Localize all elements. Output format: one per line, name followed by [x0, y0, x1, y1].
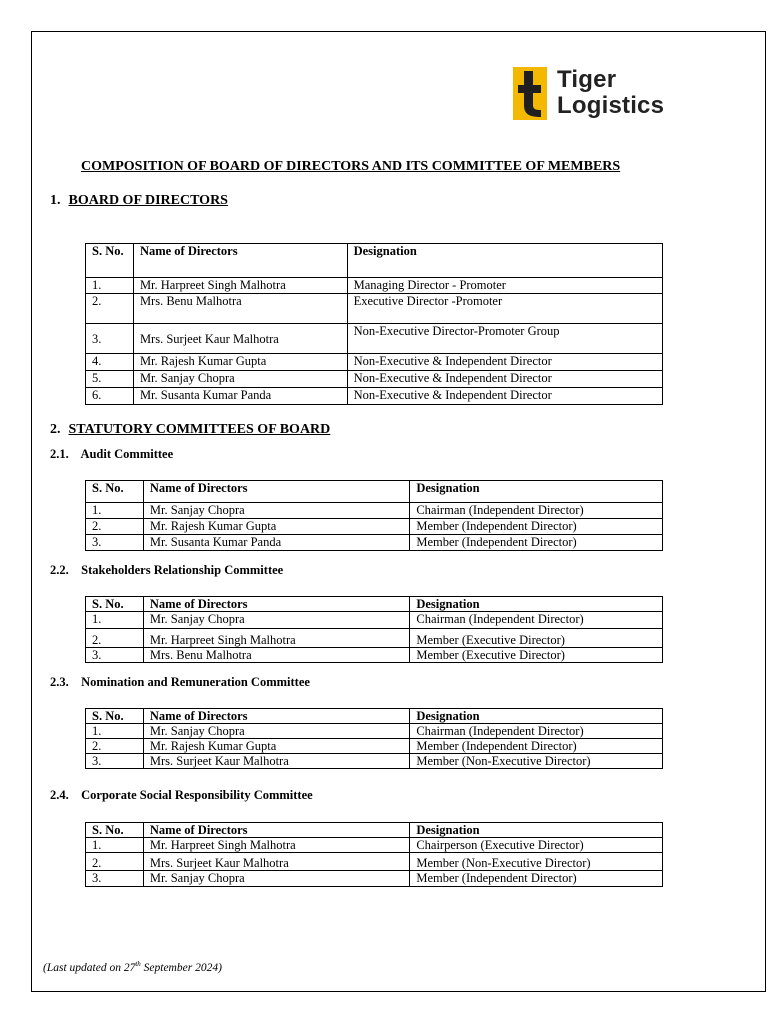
audit-committee-heading	[50, 447, 173, 462]
csr-committee-table	[85, 822, 663, 887]
cell-designation: Member (Independent Director)	[410, 535, 663, 551]
cell-name: Mrs. Benu Malhotra	[143, 648, 409, 663]
header-name: Name of Directors	[143, 481, 409, 503]
cell-designation: Member (Non-Executive Director)	[410, 853, 663, 871]
cell-name: Mr. Rajesh Kumar Gupta	[133, 354, 347, 371]
logo-line-2: Logistics	[557, 92, 665, 119]
audit-committee-table	[85, 480, 663, 551]
table-row	[86, 535, 663, 551]
cell-name: Mr. Harpreet Singh Malhotra	[133, 278, 347, 294]
footer-suffix: September 2024)	[140, 961, 222, 974]
subsection-title: Stakeholders Relationship Committee	[81, 563, 284, 577]
cell-name: Mrs. Surjeet Kaur Malhotra	[133, 324, 347, 354]
cell-name: Mr. Rajesh Kumar Gupta	[143, 519, 409, 535]
subsection-number: 2.2.	[50, 563, 69, 577]
cell-designation: Non-Executive & Independent Director	[347, 371, 662, 388]
cell-sno: 3.	[86, 648, 144, 663]
table-row	[86, 853, 663, 871]
header-designation: Designation	[410, 709, 663, 724]
logo-line-1: Tiger	[557, 66, 617, 93]
table-header-row	[86, 597, 663, 612]
section-2-heading	[50, 422, 330, 438]
cell-name: Mr. Sanjay Chopra	[143, 503, 409, 519]
footer-superscript: th	[135, 960, 141, 968]
cell-name: Mr. Sanjay Chopra	[133, 371, 347, 388]
cell-name: Mrs. Surjeet Kaur Malhotra	[143, 853, 409, 871]
subsection-number: 2.4.	[50, 788, 69, 802]
header-sno: S. No.	[86, 481, 144, 503]
table-row	[86, 612, 663, 629]
header-name: Name of Directors	[143, 823, 409, 838]
logo-wordmark	[557, 67, 664, 119]
document-title: COMPOSITION OF BOARD OF DIRECTORS AND ITS COMMITTEE OF MEMBERS	[81, 159, 621, 174]
cell-name: Mr. Sanjay Chopra	[143, 612, 409, 629]
footer-prefix: (Last updated on 27	[43, 961, 136, 974]
cell-name: Mr. Susanta Kumar Panda	[143, 535, 409, 551]
header-name: Name of Directors	[133, 244, 347, 278]
cell-name: Mr. Harpreet Singh Malhotra	[143, 629, 409, 648]
cell-designation: Chairperson (Executive Director)	[410, 838, 663, 853]
table-row	[86, 838, 663, 853]
cell-sno: 3.	[86, 324, 134, 354]
last-updated-note	[43, 960, 222, 974]
table-row	[86, 294, 663, 324]
cell-name: Mr. Sanjay Chopra	[143, 724, 409, 739]
nomination-committee-table	[85, 708, 663, 769]
subsection-number: 2.3.	[50, 675, 69, 689]
cell-sno: 2.	[86, 519, 144, 535]
csr-committee-heading	[50, 788, 313, 803]
company-logo	[513, 67, 668, 121]
table-row	[86, 871, 663, 887]
cell-name: Mrs. Benu Malhotra	[133, 294, 347, 324]
cell-sno: 6.	[86, 388, 134, 405]
header-designation: Designation	[410, 823, 663, 838]
cell-sno: 2.	[86, 629, 144, 648]
cell-designation: Member (Independent Director)	[410, 519, 663, 535]
cell-sno: 1.	[86, 278, 134, 294]
cell-designation: Member (Non-Executive Director)	[410, 754, 663, 769]
cell-sno: 1.	[86, 724, 144, 739]
table-header-row	[86, 823, 663, 838]
cell-name: Mr. Rajesh Kumar Gupta	[143, 739, 409, 754]
cell-sno: 4.	[86, 354, 134, 371]
section-number: 1.	[50, 193, 61, 208]
cell-designation: Non-Executive Director-Promoter Group	[347, 324, 662, 354]
header-sno: S. No.	[86, 244, 134, 278]
table-row	[86, 754, 663, 769]
table-row	[86, 519, 663, 535]
nomination-committee-heading	[50, 675, 310, 690]
cell-name: Mr. Susanta Kumar Panda	[133, 388, 347, 405]
stakeholders-committee-heading	[50, 563, 283, 578]
cell-sno: 2.	[86, 294, 134, 324]
table-row	[86, 724, 663, 739]
cell-sno: 3.	[86, 871, 144, 887]
header-sno: S. No.	[86, 597, 144, 612]
subsection-title: Audit Committee	[80, 447, 174, 461]
cell-designation: Non-Executive & Independent Director	[347, 354, 662, 371]
cell-name: Mrs. Surjeet Kaur Malhotra	[143, 754, 409, 769]
table-row	[86, 388, 663, 405]
table-row	[86, 278, 663, 294]
cell-designation: Member (Independent Director)	[410, 871, 663, 887]
table-row	[86, 371, 663, 388]
table-header-row	[86, 709, 663, 724]
cell-designation: Member (Executive Director)	[410, 629, 663, 648]
cell-sno: 1.	[86, 503, 144, 519]
cell-sno: 5.	[86, 371, 134, 388]
subsection-title: Corporate Social Responsibility Committee	[81, 788, 313, 802]
header-designation: Designation	[347, 244, 662, 278]
cell-designation: Managing Director - Promoter	[347, 278, 662, 294]
table-header-row	[86, 481, 663, 503]
cell-designation: Non-Executive & Independent Director	[347, 388, 662, 405]
cell-sno: 1.	[86, 838, 144, 853]
cell-designation: Member (Independent Director)	[410, 739, 663, 754]
cell-sno: 2.	[86, 853, 144, 871]
header-name: Name of Directors	[143, 709, 409, 724]
cell-designation: Chairman (Independent Director)	[410, 612, 663, 629]
cell-sno: 3.	[86, 535, 144, 551]
cell-sno: 2.	[86, 739, 144, 754]
cell-sno: 3.	[86, 754, 144, 769]
table-row	[86, 739, 663, 754]
cell-sno: 1.	[86, 612, 144, 629]
cell-designation: Chairman (Independent Director)	[410, 503, 663, 519]
section-1-heading	[50, 193, 228, 209]
cell-designation: Member (Executive Director)	[410, 648, 663, 663]
section-title: STATUTORY COMMITTEES OF BOARD	[68, 422, 331, 437]
cell-name: Mr. Sanjay Chopra	[143, 871, 409, 887]
header-sno: S. No.	[86, 823, 144, 838]
header-designation: Designation	[410, 597, 663, 612]
board-table	[85, 243, 663, 405]
cell-designation: Executive Director -Promoter	[347, 294, 662, 324]
subsection-title: Nomination and Remuneration Committee	[81, 675, 310, 689]
cell-designation: Chairman (Independent Director)	[410, 724, 663, 739]
section-number: 2.	[50, 422, 61, 437]
table-row	[86, 503, 663, 519]
section-title: BOARD OF DIRECTORS	[68, 193, 228, 208]
table-header-row	[86, 244, 663, 278]
table-row	[86, 648, 663, 663]
subsection-number: 2.1.	[50, 447, 69, 461]
header-name: Name of Directors	[143, 597, 409, 612]
header-designation: Designation	[410, 481, 663, 503]
header-sno: S. No.	[86, 709, 144, 724]
table-row	[86, 354, 663, 371]
cell-name: Mr. Harpreet Singh Malhotra	[143, 838, 409, 853]
table-row	[86, 324, 663, 354]
tiger-logo-icon	[513, 67, 547, 120]
table-row	[86, 629, 663, 648]
stakeholders-committee-table	[85, 596, 663, 663]
